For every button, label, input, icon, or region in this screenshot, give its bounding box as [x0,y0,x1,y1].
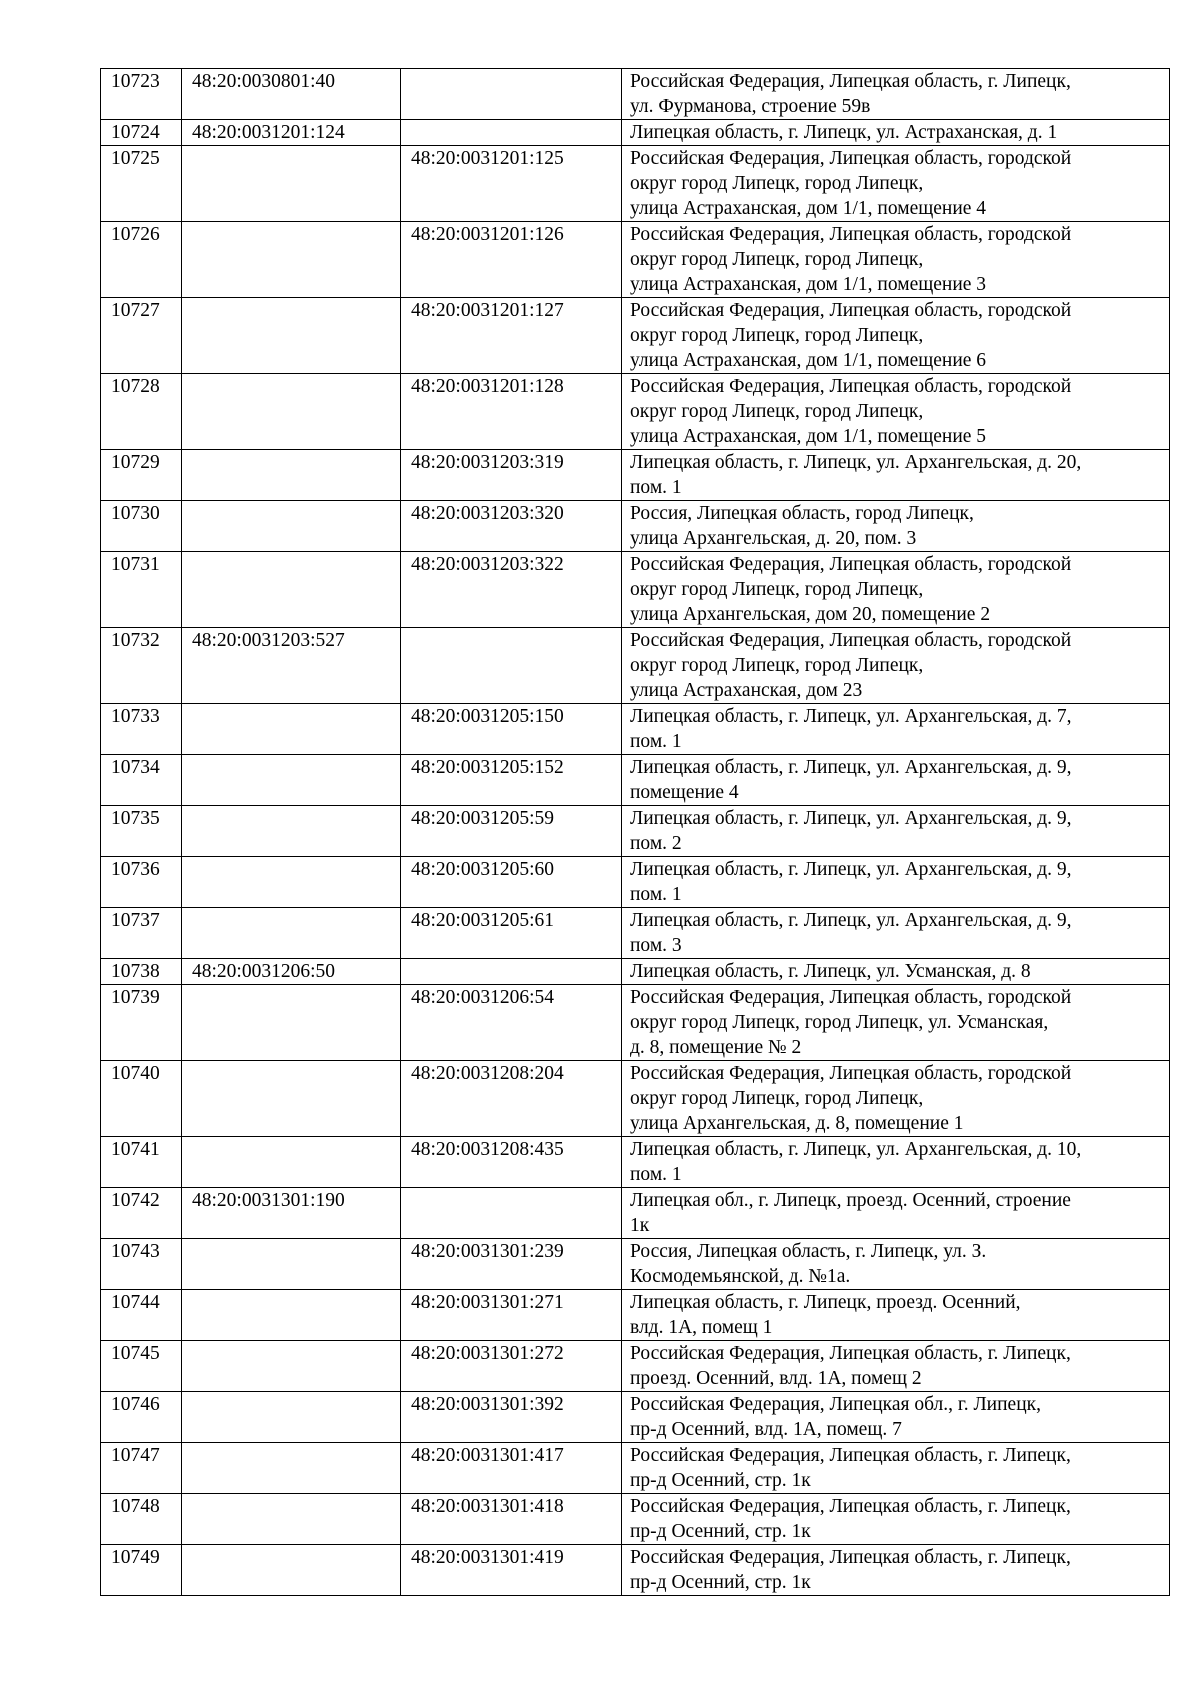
address-line: Российская Федерация, Липецкая область, г. Липецк, [630,1547,1071,1568]
row-number-cell: 10747 [101,1443,182,1494]
address-cell [622,1137,1170,1188]
cadastral-number-cell [182,755,401,806]
address-line: Российская Федерация, Липецкая область, городской [630,630,1072,651]
cadastral-number-cell [182,1239,401,1290]
cadastral-number-cell [182,1290,401,1341]
table-row [101,806,1170,857]
premises-cadastral-number-cell: 48:20:0031208:435 [401,1137,622,1188]
row-number-cell: 10736 [101,857,182,908]
row-number-cell: 10738 [101,959,182,985]
address-line: ул. Фурманова, строение 59в [630,96,871,117]
premises-cadastral-number-cell: 48:20:0031201:125 [401,146,622,222]
table-row [101,222,1170,298]
address-cell [622,552,1170,628]
address-cell [622,1443,1170,1494]
premises-cadastral-number-cell: 48:20:0031301:418 [401,1494,622,1545]
address-line: Российская Федерация, Липецкая область, г. Липецк, [630,1496,1071,1517]
address-line: улица Архангельская, д. 8, помещение 1 [630,1113,964,1134]
address-line: Липецкая область, г. Липецк, ул. Усманская, д. 8 [630,961,1031,982]
row-number-cell: 10748 [101,1494,182,1545]
premises-cadastral-number-cell: 48:20:0031301:417 [401,1443,622,1494]
cadastral-number-cell: 48:20:0031203:527 [182,628,401,704]
row-number-cell: 10728 [101,374,182,450]
row-number-cell: 10725 [101,146,182,222]
address-cell [622,1188,1170,1239]
cadastral-number-cell [182,450,401,501]
row-number-cell: 10744 [101,1290,182,1341]
table-row [101,959,1170,985]
row-number-cell: 10746 [101,1392,182,1443]
premises-cadastral-number-cell: 48:20:0031205:61 [401,908,622,959]
cadastral-number-cell [182,806,401,857]
address-cell [622,806,1170,857]
cadastral-number-cell [182,1494,401,1545]
row-number-cell: 10742 [101,1188,182,1239]
address-cell [622,374,1170,450]
address-line: улица Архангельская, дом 20, помещение 2 [630,604,991,625]
premises-cadastral-number-cell: 48:20:0031301:239 [401,1239,622,1290]
address-line: Липецкая область, г. Липецк, ул. Архангельская, д. 20, [630,452,1082,473]
table-row [101,69,1170,120]
table-row [101,501,1170,552]
address-line: Липецкая область, г. Липецк, ул. Астраханская, д. 1 [630,122,1058,143]
cadastral-number-cell [182,1392,401,1443]
address-line: проезд. Осенний, влд. 1А, помещ 2 [630,1368,922,1389]
row-number-cell: 10734 [101,755,182,806]
address-line: Российская Федерация, Липецкая область, городской [630,987,1072,1008]
table-row [101,755,1170,806]
address-line: Российская Федерация, Липецкая область, г. Липецк, [630,71,1071,92]
table-row [101,1137,1170,1188]
address-line: Россия, Липецкая область, город Липецк, [630,503,974,524]
premises-cadastral-number-cell: 48:20:0031205:59 [401,806,622,857]
cadastral-number-cell [182,1545,401,1596]
premises-cadastral-number-cell [401,628,622,704]
address-line: Российская Федерация, Липецкая область, г. Липецк, [630,1445,1071,1466]
address-line: пр-д Осенний, влд. 1А, помещ. 7 [630,1419,902,1440]
row-number-cell: 10743 [101,1239,182,1290]
address-line: округ город Липецк, город Липецк, [630,173,924,194]
cadastral-number-cell: 48:20:0031301:190 [182,1188,401,1239]
premises-cadastral-number-cell [401,959,622,985]
address-cell [622,120,1170,146]
address-line: Липецкая область, г. Липецк, ул. Архангельская, д. 9, [630,808,1072,829]
table-row [101,1545,1170,1596]
row-number-cell: 10723 [101,69,182,120]
premises-cadastral-number-cell [401,120,622,146]
address-cell [622,1239,1170,1290]
address-cell [622,69,1170,120]
row-number-cell: 10727 [101,298,182,374]
premises-cadastral-number-cell: 48:20:0031201:127 [401,298,622,374]
address-line: пр-д Осенний, стр. 1к [630,1521,811,1542]
cadastral-number-cell: 48:20:0031206:50 [182,959,401,985]
property-table [100,68,1170,1596]
table-row [101,450,1170,501]
row-number-cell: 10741 [101,1137,182,1188]
address-line: пом. 1 [630,1164,682,1185]
address-line: улица Астраханская, дом 1/1, помещение 3 [630,274,987,295]
address-line: Российская Федерация, Липецкая область, городской [630,376,1072,397]
premises-cadastral-number-cell: 48:20:0031205:60 [401,857,622,908]
address-line: Российская Федерация, Липецкая область, городской [630,224,1072,245]
address-line: улица Архангельская, д. 20, пом. 3 [630,528,917,549]
cadastral-number-cell [182,298,401,374]
premises-cadastral-number-cell: 48:20:0031208:204 [401,1061,622,1137]
address-cell [622,146,1170,222]
table-row [101,704,1170,755]
address-cell [622,1061,1170,1137]
address-cell [622,1494,1170,1545]
address-cell [622,450,1170,501]
row-number-cell: 10724 [101,120,182,146]
table-row [101,1341,1170,1392]
table-row [101,908,1170,959]
cadastral-number-cell [182,857,401,908]
address-line: Липецкая область, г. Липецк, ул. Архангельская, д. 9, [630,910,1072,931]
address-line: Космодемьянской, д. №1а. [630,1266,851,1287]
premises-cadastral-number-cell [401,1188,622,1239]
address-line: пом. 1 [630,731,682,752]
premises-cadastral-number-cell: 48:20:0031203:319 [401,450,622,501]
property-table-body [101,69,1170,1596]
address-cell [622,1341,1170,1392]
address-line: округ город Липецк, город Липецк, [630,1088,924,1109]
cadastral-number-cell [182,552,401,628]
table-row [101,374,1170,450]
premises-cadastral-number-cell: 48:20:0031203:320 [401,501,622,552]
cadastral-number-cell [182,501,401,552]
cadastral-number-cell [182,985,401,1061]
cadastral-number-cell [182,1341,401,1392]
row-number-cell: 10733 [101,704,182,755]
cadastral-number-cell [182,1137,401,1188]
premises-cadastral-number-cell: 48:20:0031301:271 [401,1290,622,1341]
cadastral-number-cell [182,704,401,755]
row-number-cell: 10726 [101,222,182,298]
address-cell [622,704,1170,755]
cadastral-number-cell [182,146,401,222]
address-cell [622,501,1170,552]
table-row [101,1239,1170,1290]
row-number-cell: 10740 [101,1061,182,1137]
address-line: Липецкая область, г. Липецк, ул. Архангельская, д. 9, [630,757,1072,778]
address-line: округ город Липецк, город Липецк, [630,401,924,422]
address-cell [622,1545,1170,1596]
address-line: Российская Федерация, Липецкая область, городской [630,300,1072,321]
address-line: округ город Липецк, город Липецк, [630,249,924,270]
address-line: влд. 1А, помещ 1 [630,1317,773,1338]
cadastral-number-cell: 48:20:0030801:40 [182,69,401,120]
cadastral-number-cell: 48:20:0031201:124 [182,120,401,146]
address-line: помещение 4 [630,782,739,803]
table-row [101,1443,1170,1494]
table-row [101,1290,1170,1341]
premises-cadastral-number-cell: 48:20:0031301:392 [401,1392,622,1443]
address-line: улица Астраханская, дом 1/1, помещение 5 [630,426,987,447]
address-cell [622,628,1170,704]
premises-cadastral-number-cell: 48:20:0031205:150 [401,704,622,755]
address-line: пом. 2 [630,833,682,854]
address-line: Российская Федерация, Липецкая область, городской [630,554,1072,575]
table-row [101,298,1170,374]
address-line: пр-д Осенний, стр. 1к [630,1470,811,1491]
address-line: пом. 1 [630,477,682,498]
address-cell [622,985,1170,1061]
row-number-cell: 10731 [101,552,182,628]
cadastral-number-cell [182,908,401,959]
address-line: округ город Липецк, город Липецк, [630,579,924,600]
cadastral-number-cell [182,222,401,298]
address-line: д. 8, помещение № 2 [630,1037,802,1058]
address-line: пом. 1 [630,884,682,905]
table-row [101,628,1170,704]
address-line: Липецкая область, г. Липецк, проезд. Осенний, [630,1292,1021,1313]
table-row [101,857,1170,908]
address-cell [622,1392,1170,1443]
address-line: улица Астраханская, дом 23 [630,680,863,701]
table-row [101,1061,1170,1137]
table-row [101,120,1170,146]
row-number-cell: 10749 [101,1545,182,1596]
address-cell [622,959,1170,985]
address-cell [622,298,1170,374]
row-number-cell: 10732 [101,628,182,704]
address-line: округ город Липецк, город Липецк, [630,655,924,676]
table-row [101,1188,1170,1239]
table-row [101,1494,1170,1545]
address-line: округ город Липецк, город Липецк, ул. Усманская, [630,1012,1049,1033]
row-number-cell: 10735 [101,806,182,857]
address-line: Липецкая область, г. Липецк, ул. Архангельская, д. 9, [630,859,1072,880]
address-line: 1к [630,1215,650,1236]
premises-cadastral-number-cell: 48:20:0031201:128 [401,374,622,450]
table-row [101,146,1170,222]
address-cell [622,857,1170,908]
row-number-cell: 10745 [101,1341,182,1392]
address-line: Российская Федерация, Липецкая область, городской [630,1063,1072,1084]
premises-cadastral-number-cell: 48:20:0031201:126 [401,222,622,298]
address-line: Липецкая область, г. Липецк, ул. Архангельская, д. 10, [630,1139,1082,1160]
address-line: пом. 3 [630,935,682,956]
row-number-cell: 10730 [101,501,182,552]
address-line: округ город Липецк, город Липецк, [630,325,924,346]
table-row [101,985,1170,1061]
premises-cadastral-number-cell: 48:20:0031301:419 [401,1545,622,1596]
premises-cadastral-number-cell: 48:20:0031301:272 [401,1341,622,1392]
address-line: улица Астраханская, дом 1/1, помещение 4 [630,198,987,219]
table-row [101,552,1170,628]
table-row [101,1392,1170,1443]
row-number-cell: 10739 [101,985,182,1061]
address-line: Российская Федерация, Липецкая обл., г. Липецк, [630,1394,1041,1415]
row-number-cell: 10737 [101,908,182,959]
address-cell [622,908,1170,959]
address-line: Российская Федерация, Липецкая область, г. Липецк, [630,1343,1071,1364]
address-line: Липецкая обл., г. Липецк, проезд. Осенний, строение [630,1190,1071,1211]
premises-cadastral-number-cell: 48:20:0031203:322 [401,552,622,628]
premises-cadastral-number-cell: 48:20:0031206:54 [401,985,622,1061]
premises-cadastral-number-cell: 48:20:0031205:152 [401,755,622,806]
cadastral-number-cell [182,1443,401,1494]
cadastral-number-cell [182,374,401,450]
address-line: пр-д Осенний, стр. 1к [630,1572,811,1593]
address-cell [622,222,1170,298]
address-line: Россия, Липецкая область, г. Липецк, ул. З. [630,1241,987,1262]
address-line: улица Астраханская, дом 1/1, помещение 6 [630,350,987,371]
cadastral-number-cell [182,1061,401,1137]
row-number-cell: 10729 [101,450,182,501]
address-cell [622,1290,1170,1341]
address-line: Российская Федерация, Липецкая область, городской [630,148,1072,169]
premises-cadastral-number-cell [401,69,622,120]
address-cell [622,755,1170,806]
address-line: Липецкая область, г. Липецк, ул. Архангельская, д. 7, [630,706,1072,727]
